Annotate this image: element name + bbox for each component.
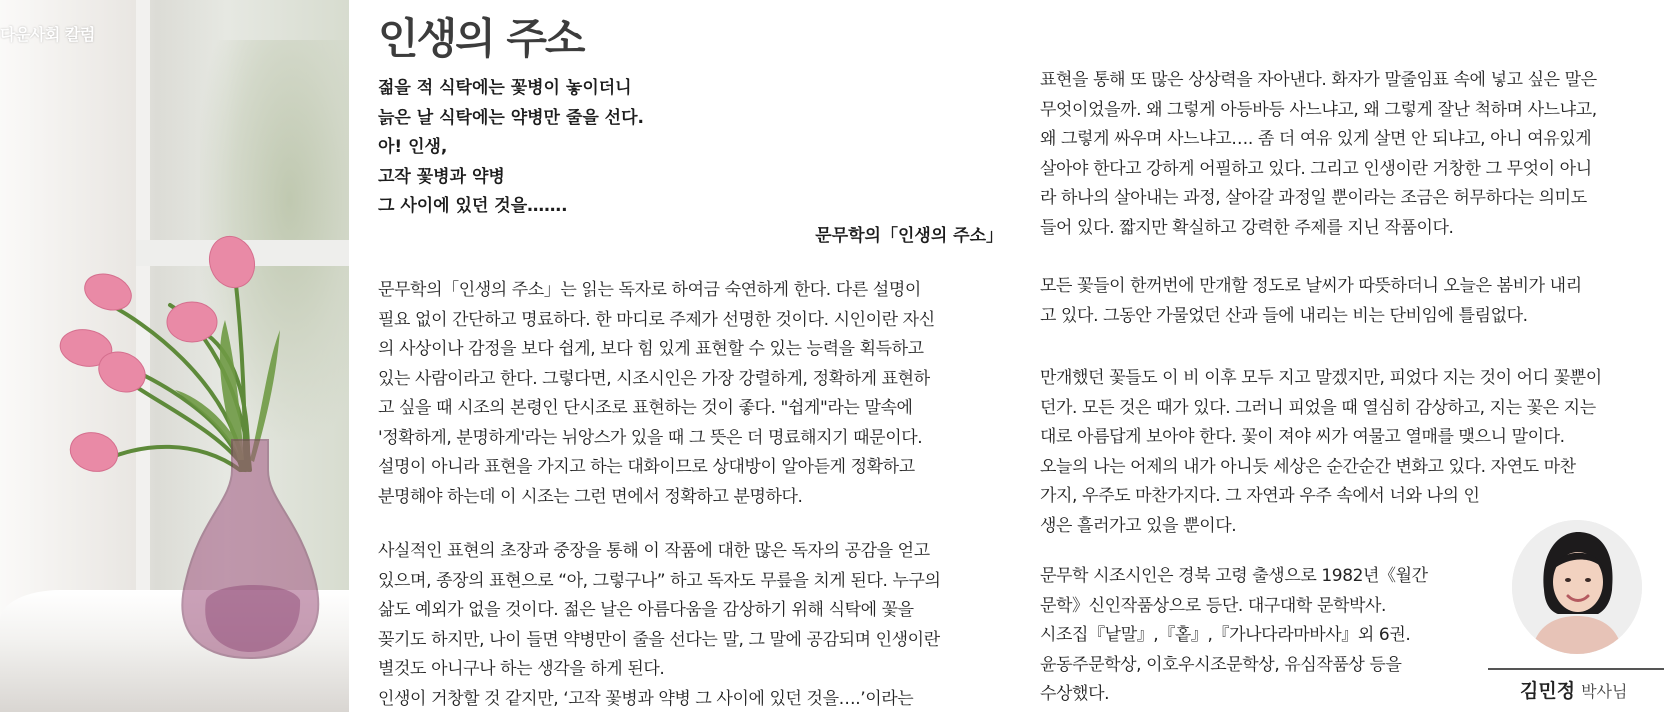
text-line: 오늘의 나는 어제의 내가 아니듯 세상은 순간순간 변화고 있다. 자연도 마찬: [1040, 456, 1576, 477]
body-paragraph-2: [378, 537, 1008, 714]
text-line: 꽂기도 하지만, 나이 들면 약병만이 줄을 선다는 말, 그 말에 공감되며 인생이란: [378, 629, 940, 650]
bio-line: 수상했다.: [1040, 684, 1110, 704]
text-line: 설명이 아니라 표현을 가지고 하는 대화이므로 상대방이 알아듣게 정확하고: [378, 457, 915, 477]
text-line: 왜 그렇게 싸우며 사느냐고…. 좀 더 여유 있게 살면 안 되냐고, 아니 여유있게: [1040, 129, 1592, 149]
poem-line: 젊을 적 식탁에는 꽃병이 놓이더니: [378, 78, 632, 98]
text-line: 의 사상이나 감정을 보다 쉽게, 보다 힘 있게 표현할 수 있는 능력을 획득하고: [378, 339, 924, 359]
bio-line: 문무학 시조시인은 경북 고령 출생으로 1982년《월간: [1040, 566, 1428, 586]
column-category-label: 다운사회 칼럼: [0, 25, 95, 44]
author-portrait-illustration: [1512, 520, 1642, 654]
text-line: 삶도 예외가 없을 것이다. 젊은 날은 아름다움을 감상하기 위해 식탁에 꽃을: [378, 600, 914, 620]
text-line: 필요 없이 간단하고 명료하다. 한 마디로 주제가 선명한 것이다. 시인이란 자신: [378, 309, 935, 330]
text-line: 대로 아름답게 보아야 한다. 꽃이 져야 씨가 여물고 열매를 맺으니 말이다.: [1040, 427, 1565, 447]
body-paragraph-3: [1040, 66, 1670, 243]
text-line: 던가. 모든 것은 때가 있다. 그러니 피었을 때 열심히 감상하고, 지는 꽃은 지는: [1040, 397, 1596, 418]
tulip-bouquet-illustration: [0, 0, 349, 712]
text-line: 무엇이었을까. 왜 그렇게 아등바등 사느냐고, 왜 그렇게 잘난 척하며 사느냐고,: [1040, 99, 1597, 120]
body-paragraph-4: [1040, 272, 1670, 331]
author-portrait: [1512, 520, 1642, 654]
text-line: 라 하나의 살아내는 과정, 살아갈 과정일 뿐이라는 조금은 허무하다는 의미도: [1040, 188, 1587, 208]
author-name: 김민정: [1520, 680, 1576, 702]
poem-line: 고작 꽃병과 약병: [378, 166, 505, 187]
text-line: 별것도 아니구나 하는 생각을 하게 된다.: [378, 659, 665, 679]
poem-line: 그 사이에 있던 것을…….: [378, 196, 568, 216]
body-paragraph-1: [378, 276, 1008, 512]
text-line: 생은 흘러가고 있을 뿐이다.: [1040, 515, 1237, 536]
text-line: 사실적인 표현의 초장과 중장을 통해 이 작품에 대한 많은 독자의 공감을 얻고: [378, 541, 930, 561]
poem-line: 아! 인생,: [378, 137, 448, 157]
text-line: 고 싶을 때 시조의 본령인 단시조로 표현하는 것이 좋다. "쉽게"라는 말속에: [378, 398, 913, 418]
bio-line: 윤동주문학상, 이호우시조문학상, 유심작품상 등을: [1040, 654, 1402, 675]
text-line: 만개했던 꽃들도 이 비 이후 모두 지고 말겠지만, 피었다 지는 것이 어디 꽃뿐이: [1040, 368, 1602, 388]
bio-line: 시조집『낱말』,『홑』,『가나다라마바사』외 6권.: [1040, 625, 1411, 645]
text-line: 표현을 통해 또 많은 상상력을 자아낸다. 화자가 말줄임표 속에 넣고 싶은 말은: [1040, 70, 1597, 90]
text-line: 인생이 거창할 것 같지만, ‘고작 꽃병과 약병 그 사이에 있던 것을….’이라는: [378, 688, 914, 709]
tulip-vase-photo: [0, 0, 349, 712]
author-divider: [1488, 668, 1664, 670]
text-line: 들어 있다. 짧지만 확실하고 강력한 주제를 지닌 작품이다.: [1040, 217, 1454, 238]
poem-line: 늙은 날 식탁에는 약병만 줄을 선다.: [378, 107, 644, 128]
text-line: 있으며, 종장의 표현으로 “아, 그렇구나” 하고 독자도 무릎을 치게 된다. 누구의: [378, 570, 941, 591]
poet-bio: [1040, 562, 1428, 710]
column-headline: 인생의 주소: [378, 14, 584, 63]
text-line: '정확하게, 분명하게'라는 뉘앙스가 있을 때 그 뜻은 더 명료해지기 때문이다.: [378, 427, 923, 448]
author-byline: [1520, 676, 1627, 703]
text-line: 고 있다. 그동안 가물었던 산과 들에 내리는 비는 단비임에 틀림없다.: [1040, 305, 1528, 326]
text-line: 살아야 한다고 강하게 어필하고 있다. 그리고 인생이란 거창한 그 무엇이 아니: [1040, 158, 1592, 179]
body-paragraph-5: [1040, 364, 1670, 541]
author-title: 박사님: [1581, 682, 1628, 701]
text-line: 분명해야 하는데 이 시조는 그런 면에서 정확하고 분명하다.: [378, 486, 803, 507]
text-line: 가지, 우주도 마찬가지다. 그 자연과 우주 속에서 너와 나의 인: [1040, 486, 1480, 506]
bio-line: 문학》신인작품상으로 등단. 대구대학 문학박사.: [1040, 595, 1387, 616]
text-line: 있는 사람이라고 한다. 그렇다면, 시조시인은 가장 강렬하게, 정확하게 표현하: [378, 368, 930, 389]
text-line: 문무학의「인생의 주소」는 읽는 독자로 하여금 숙연하게 한다. 다른 설명이: [378, 280, 921, 300]
quoted-poem: [378, 74, 1003, 246]
poem-credit: 문무학의「인생의 주소」: [815, 226, 1003, 246]
text-line: 모든 꽃들이 한꺼번에 만개할 정도로 날씨가 따뜻하더니 오늘은 봄비가 내리: [1040, 276, 1582, 296]
